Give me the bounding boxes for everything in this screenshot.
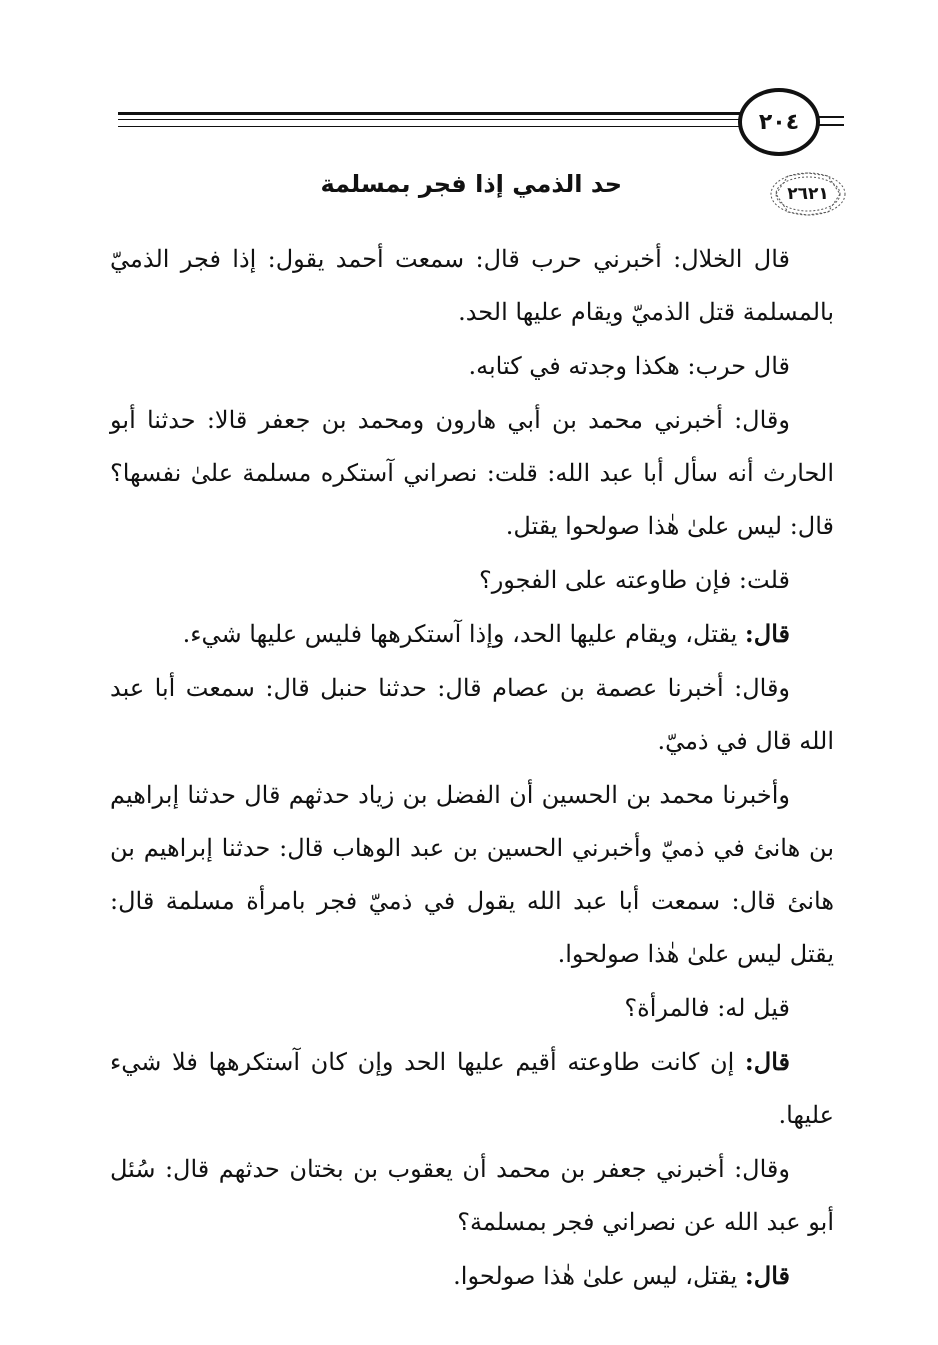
entry-title: حد الذمي إذا فجر بمسلمة	[320, 170, 622, 198]
paragraph: قال: يقتل، ليس علىٰ هٰذا صولحوا.	[453, 1261, 790, 1290]
paragraph: وأخبرنا محمد بن الحسين أن الفضل بن زياد حدثهم قال حدثنا إبراهيم بن هانئ في ذميّ وأخبرني الحسين بن عبد الوهاب قال: حدثنا إبراهيم بن هانئ قال: سمعت أبا عبد الله يقول في ذميّ فجر بامرأة مسلمة قال: يقتل ليس علىٰ هٰذا صولحوا.	[110, 781, 834, 968]
header-rule-middle	[118, 119, 740, 120]
paragraph: قال الخلال: أخبرني حرب قال: سمعت أحمد يقول: إذا فجر الذميّ بالمسلمة قتل الذميّ ويقام عليها الحد.	[110, 245, 834, 326]
paragraph: وقال: أخبرني جعفر بن محمد أن يعقوب بن بختان حدثهم قال: سُئل أبو عبد الله عن نصراني فجر بمسلمة؟	[110, 1155, 834, 1236]
paragraph: قيل له: فالمرأة؟	[624, 994, 790, 1022]
paragraph: وقال: أخبرنا عصمة بن عصام قال: حدثنا حنبل قال: سمعت أبا عبد الله قال في ذميّ.	[110, 674, 834, 755]
entry-number-badge	[768, 170, 848, 218]
page-number: ٢٠٤	[738, 88, 820, 156]
paragraph: وقال: أخبرني محمد بن أبي هارون ومحمد بن جعفر قالا: حدثنا أبو الحارث أنه سأل أبا عبد الله: قلت: نصراني آستكره مسلمة علىٰ نفسها؟ قال: ليس علىٰ هٰذا صولحوا يقتل.	[110, 406, 834, 540]
entry-number: ٢٦٢١	[787, 184, 829, 204]
paragraph: قال: إن كانت طاوعته أقيم عليها الحد وإن كان آستكرهها فلا شيء عليها.	[110, 1047, 834, 1129]
paragraph: قلت: فإن طاوعته على الفجور؟	[478, 566, 790, 594]
paragraph: قال حرب: هكذا وجدته في كتابه.	[468, 352, 790, 380]
header-rule-top	[118, 112, 740, 115]
body-text	[110, 232, 834, 1303]
paragraph: قال: يقتل، ويقام عليها الحد، وإذا آستكرهها فليس عليها شيء.	[182, 619, 790, 648]
header-rule-bottom	[118, 126, 740, 127]
